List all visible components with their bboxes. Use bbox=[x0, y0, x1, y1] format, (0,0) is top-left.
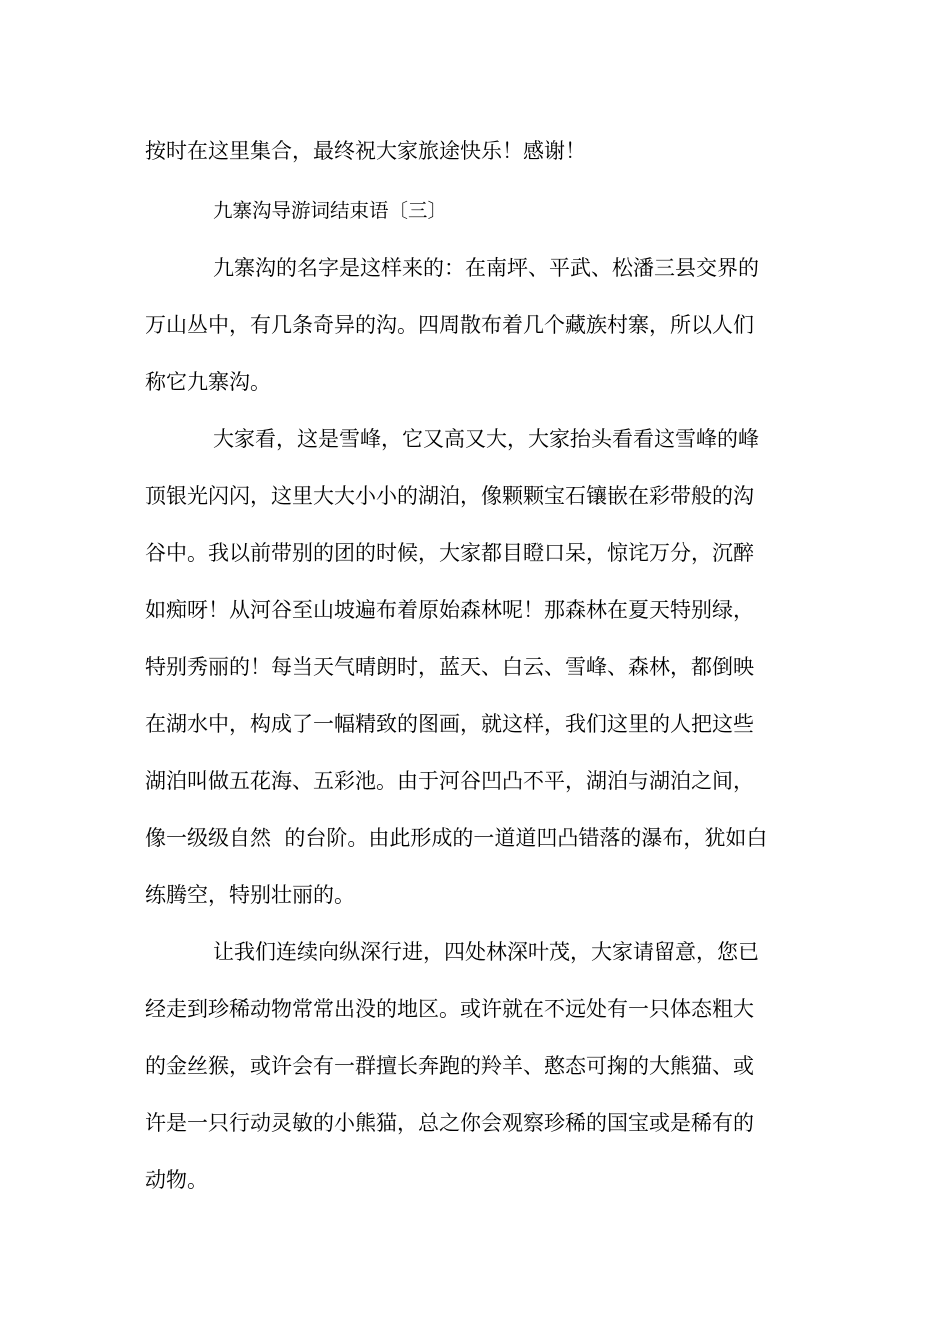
text-line: 谷中。我以前带别的团的时候，大家都目瞪口呆，惊诧万分，沉醉 bbox=[145, 541, 754, 565]
text-line: 按时在这里集合，最终祝大家旅途快乐！感谢！ bbox=[145, 139, 586, 163]
text-line: 让我们连续向纵深行进，四处林深叶茂，大家请留意，您已 bbox=[213, 940, 759, 964]
text-line: 经走到珍稀动物常常出没的地区。或许就在不远处有一只体态粗大 bbox=[145, 997, 754, 1021]
text-line: 动物。 bbox=[145, 1168, 208, 1192]
section-title: 九寨沟导游词结束语〔三〕 bbox=[213, 199, 448, 222]
text-line: 特别秀丽的！每当天气晴朗时，蓝天、白云、雪峰、森林，都倒映 bbox=[145, 655, 754, 679]
text-line: 练腾空，特别壮丽的。 bbox=[145, 883, 355, 907]
text-line: 九寨沟的名字是这样来的：在南坪、平武、松潘三县交界的 bbox=[213, 256, 759, 280]
text-line: 许是一只行动灵敏的小熊猫，总之你会观察珍稀的国宝或是稀有的 bbox=[145, 1111, 754, 1135]
text-line: 如痴呀！从河谷至山坡遍布着原始森林呢！那森林在夏天特别绿， bbox=[145, 598, 754, 622]
text-line: 湖泊叫做五花海、五彩池。由于河谷凹凸不平，湖泊与湖泊之间， bbox=[145, 769, 754, 793]
text-line: 大家看，这是雪峰，它又高又大，大家抬头看看这雪峰的峰 bbox=[213, 427, 759, 451]
text-line: 万山丛中，有几条奇异的沟。四周散布着几个藏族村寨，所以人们 bbox=[145, 313, 754, 337]
text-line: 像一级级自然 的台阶。由此形成的一道道凹凸错落的瀑布，犹如白 bbox=[145, 826, 768, 850]
text-line: 的金丝猴，或许会有一群擅长奔跑的羚羊、憨态可掬的大熊猫、或 bbox=[145, 1054, 754, 1078]
text-line: 顶银光闪闪，这里大大小小的湖泊，像颗颗宝石镶嵌在彩带般的沟 bbox=[145, 484, 754, 508]
text-line: 称它九寨沟。 bbox=[145, 370, 271, 394]
text-line: 在湖水中，构成了一幅精致的图画，就这样，我们这里的人把这些 bbox=[145, 712, 754, 736]
